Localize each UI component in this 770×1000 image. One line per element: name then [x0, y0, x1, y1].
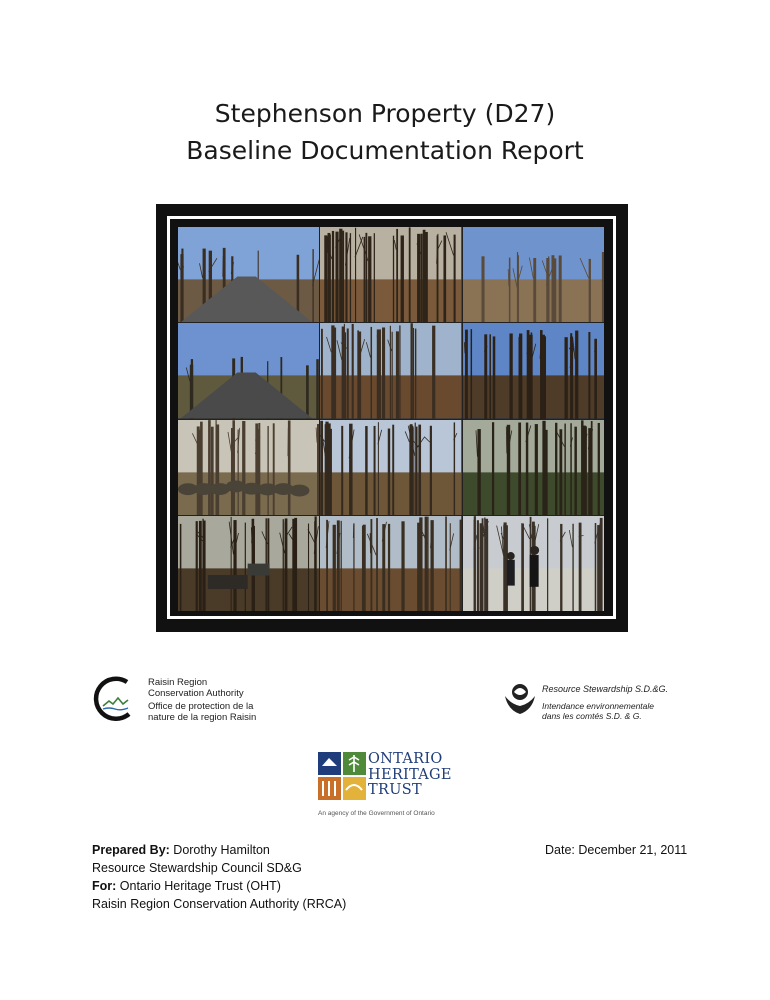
resource-stewardship-logo — [503, 680, 703, 724]
ontario-heritage-trust-logo — [318, 752, 468, 822]
council-line: Resource Stewardship Council SD&G — [92, 861, 302, 875]
oht-emblem-icon — [318, 752, 366, 800]
report-title-line2: Baseline Documentation Report — [186, 136, 584, 165]
hands-leaf-icon — [503, 680, 537, 716]
collage-photo-forest-trail — [320, 227, 461, 322]
collage-photo-rock-pile — [178, 420, 319, 515]
rrca-english-name: Raisin Region Conservation Authority — [148, 677, 244, 699]
rrca-logo — [91, 672, 351, 728]
report-date: Date: December 21, 2011 — [545, 843, 688, 857]
oht-agency-tagline: An agency of the Government of Ontario — [318, 810, 435, 817]
oht-wordmark: ONTARIO HERITAGE TRUST — [368, 751, 452, 798]
collage-photo-people-in-forest — [463, 516, 604, 611]
collage-photo-open-field — [463, 227, 604, 322]
rs-english-name: Resource Stewardship S.D.&G. — [542, 684, 669, 694]
collage-photo-wet-forest — [463, 420, 604, 515]
prepared-by-line: Prepared By: Dorothy Hamilton — [92, 843, 270, 857]
collage-photo-gravel-road — [178, 227, 319, 322]
collage-photo-paved-road — [178, 323, 319, 418]
collage-photo-bare-forest — [320, 323, 461, 418]
rrca-french-name: Office de protection de la nature de la region Raisin — [148, 701, 257, 723]
report-title-line1: Stephenson Property (D27) — [214, 99, 556, 128]
rs-french-name: Intendance environnementale dans les comtés S.D. & G. — [542, 701, 654, 721]
collage-photo-dead-trees — [463, 323, 604, 418]
rrca-line: Raisin Region Conservation Authority (RRCA) — [92, 897, 347, 911]
collage-photo-forest-clearing — [320, 516, 461, 611]
collage-photo-debris-forest — [178, 516, 319, 611]
rrca-logo-icon — [91, 674, 139, 724]
collage-grid — [178, 227, 604, 611]
prepared-by-block — [92, 841, 346, 913]
collage-photo-forest-path — [320, 420, 461, 515]
prepared-for-line: For: Ontario Heritage Trust (OHT) — [92, 879, 281, 893]
photo-collage — [156, 204, 628, 632]
